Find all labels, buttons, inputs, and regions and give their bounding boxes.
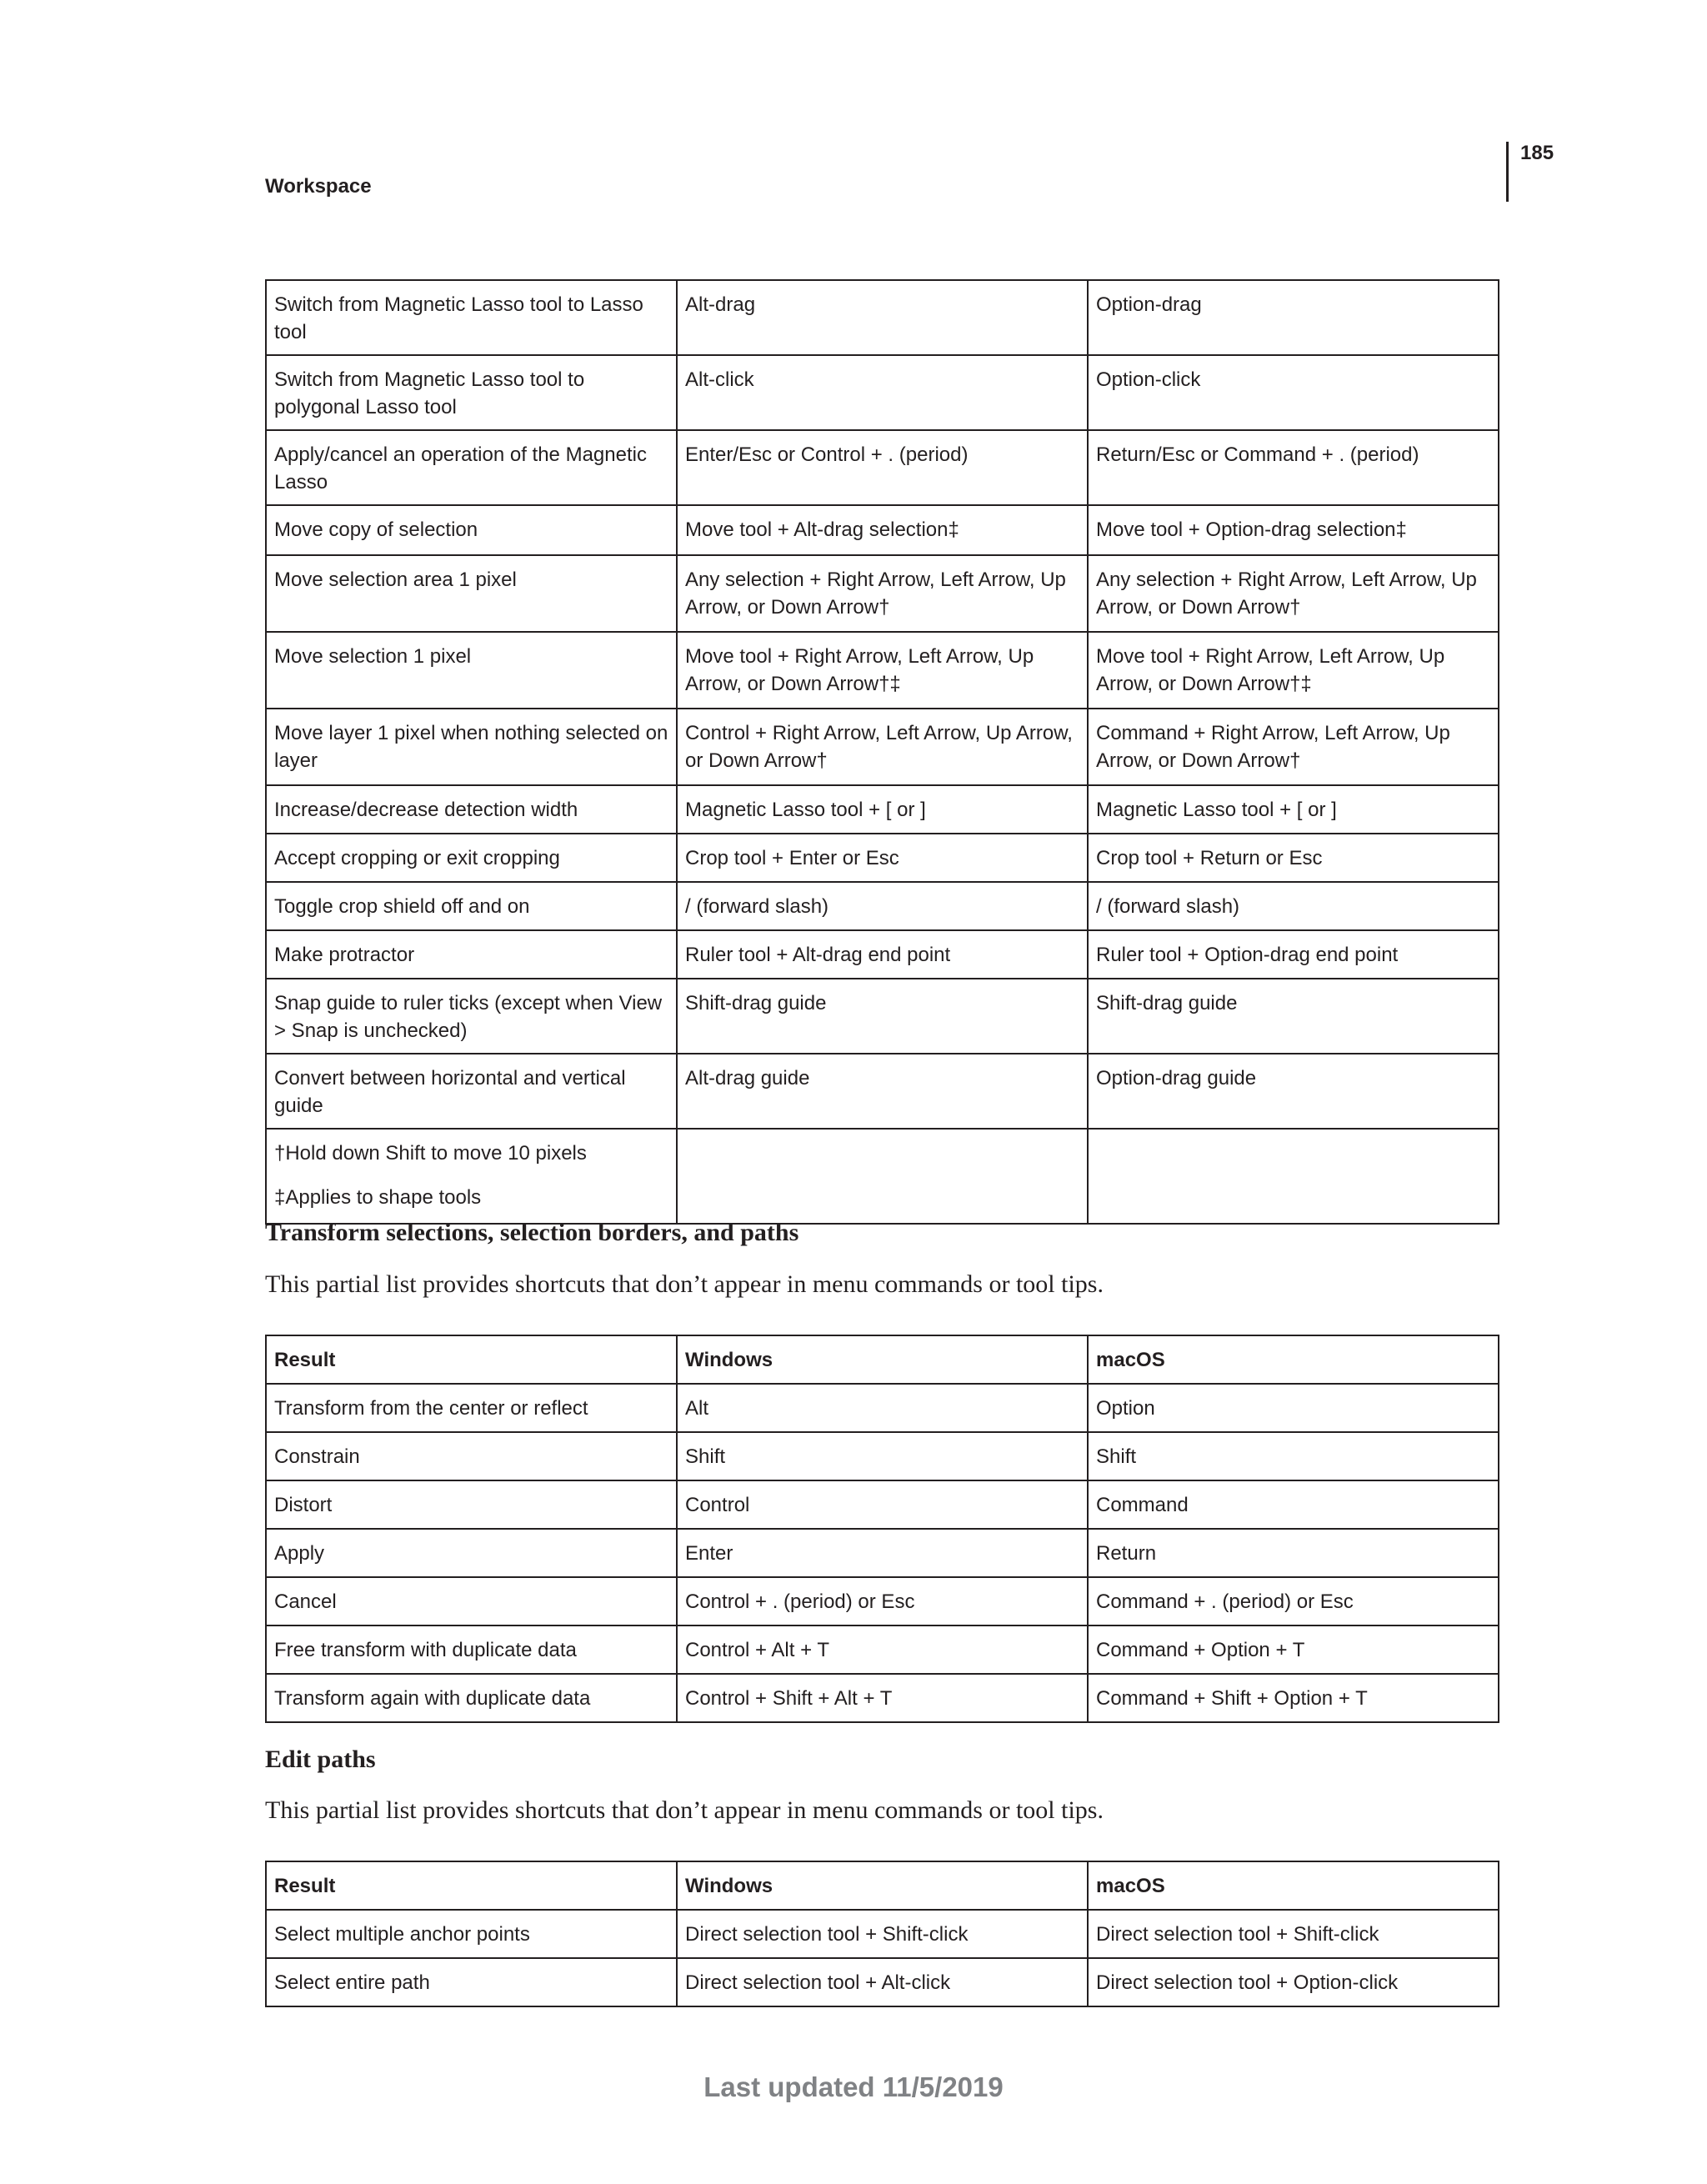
table-row (266, 1432, 1499, 1480)
table-header-row (266, 1335, 1499, 1384)
macos-cell: Command + Shift + Option + T (1088, 1674, 1499, 1722)
macos-cell: / (forward slash) (1088, 882, 1499, 930)
table-row (266, 930, 1499, 979)
windows-cell: Control + . (period) or Esc (677, 1577, 1088, 1625)
shortcut-table-edit-paths (265, 1861, 1499, 2007)
windows-cell: Alt-drag guide (677, 1054, 1088, 1129)
page-number: 185 (1520, 142, 1554, 164)
table-row (266, 979, 1499, 1054)
result-cell: Make protractor (266, 930, 677, 979)
macos-cell: Magnetic Lasso tool + [ or ] (1088, 785, 1499, 834)
macos-cell: Option (1088, 1384, 1499, 1432)
macos-cell: Shift (1088, 1432, 1499, 1480)
macos-cell: Ruler tool + Option-drag end point (1088, 930, 1499, 979)
table-row (266, 1910, 1499, 1958)
macos-cell: Command + . (period) or Esc (1088, 1577, 1499, 1625)
macos-cell: Move tool + Right Arrow, Left Arrow, Up Arrow, or Down Arrow†‡ (1088, 632, 1499, 709)
footnote-shape-tools: ‡Applies to shape tools (274, 1186, 482, 1209)
windows-cell: Alt-drag (677, 280, 1088, 355)
table-row (266, 834, 1499, 882)
windows-cell: Shift (677, 1432, 1088, 1480)
column-header-macos: macOS (1088, 1335, 1499, 1384)
macos-cell: Direct selection tool + Option-click (1088, 1958, 1499, 2006)
result-cell: Move selection area 1 pixel (266, 555, 677, 632)
column-header-result: Result (266, 1861, 677, 1910)
section-heading-edit-paths: Edit paths (265, 1746, 376, 1773)
result-cell: Toggle crop shield off and on (266, 882, 677, 930)
windows-cell: Direct selection tool + Alt-click (677, 1958, 1088, 2006)
result-cell: Move layer 1 pixel when nothing selected on layer (266, 709, 677, 785)
table-header-row (266, 1861, 1499, 1910)
footnote-shift: †Hold down Shift to move 10 pixels (274, 1142, 587, 1165)
column-header-windows: Windows (677, 1861, 1088, 1910)
result-cell: Convert between horizontal and vertical guide (266, 1054, 677, 1129)
table-row (266, 555, 1499, 632)
windows-cell: Enter/Esc or Control + . (period) (677, 430, 1088, 505)
shortcut-table-transform (265, 1335, 1499, 1723)
result-cell: Transform from the center or reflect (266, 1384, 677, 1432)
macos-cell: Direct selection tool + Shift-click (1088, 1910, 1499, 1958)
page-number-rule (1506, 142, 1509, 202)
footnote-cell (266, 1129, 677, 1224)
macos-cell: Command + Right Arrow, Left Arrow, Up Arrow, or Down Arrow† (1088, 709, 1499, 785)
windows-cell: Move tool + Right Arrow, Left Arrow, Up Arrow, or Down Arrow†‡ (677, 632, 1088, 709)
empty-cell (1088, 1129, 1499, 1224)
windows-cell: Move tool + Alt-drag selection‡ (677, 505, 1088, 555)
macos-cell: Shift-drag guide (1088, 979, 1499, 1054)
windows-cell: Control + Alt + T (677, 1625, 1088, 1674)
table-row (266, 280, 1499, 355)
table-row (266, 430, 1499, 505)
table-row (266, 1625, 1499, 1674)
table-row (266, 632, 1499, 709)
table-row (266, 505, 1499, 555)
table-row (266, 1529, 1499, 1577)
macos-cell: Command + Option + T (1088, 1625, 1499, 1674)
running-head: Workspace (265, 175, 372, 198)
table-row (266, 1054, 1499, 1129)
result-cell: Cancel (266, 1577, 677, 1625)
windows-cell: Crop tool + Enter or Esc (677, 834, 1088, 882)
windows-cell: / (forward slash) (677, 882, 1088, 930)
table-row (266, 882, 1499, 930)
column-header-result: Result (266, 1335, 677, 1384)
section-intro-transform: This partial list provides shortcuts that don’t appear in menu commands or tool tips. (265, 1270, 1104, 1298)
macos-cell: Move tool + Option-drag selection‡ (1088, 505, 1499, 555)
result-cell: Switch from Magnetic Lasso tool to polygonal Lasso tool (266, 355, 677, 430)
result-cell: Move selection 1 pixel (266, 632, 677, 709)
windows-cell: Control + Right Arrow, Left Arrow, Up Arrow, or Down Arrow† (677, 709, 1088, 785)
result-cell: Free transform with duplicate data (266, 1625, 677, 1674)
result-cell: Distort (266, 1480, 677, 1529)
windows-cell: Control (677, 1480, 1088, 1529)
table-row (266, 785, 1499, 834)
windows-cell: Control + Shift + Alt + T (677, 1674, 1088, 1722)
result-cell: Snap guide to ruler ticks (except when View > Snap is unchecked) (266, 979, 677, 1054)
windows-cell: Magnetic Lasso tool + [ or ] (677, 785, 1088, 834)
macos-cell: Return (1088, 1529, 1499, 1577)
table-row (266, 1674, 1499, 1722)
result-cell: Constrain (266, 1432, 677, 1480)
macos-cell: Command (1088, 1480, 1499, 1529)
macos-cell: Option-click (1088, 355, 1499, 430)
windows-cell: Any selection + Right Arrow, Left Arrow, Up Arrow, or Down Arrow† (677, 555, 1088, 632)
shortcut-table-selection (265, 279, 1499, 1225)
macos-cell: Return/Esc or Command + . (period) (1088, 430, 1499, 505)
result-cell: Move copy of selection (266, 505, 677, 555)
result-cell: Apply (266, 1529, 677, 1577)
result-cell: Select multiple anchor points (266, 1910, 677, 1958)
macos-cell: Any selection + Right Arrow, Left Arrow, Up Arrow, or Down Arrow† (1088, 555, 1499, 632)
macos-cell: Option-drag (1088, 280, 1499, 355)
last-updated-footer: Last updated 11/5/2019 (703, 2071, 1004, 2102)
result-cell: Increase/decrease detection width (266, 785, 677, 834)
windows-cell: Alt (677, 1384, 1088, 1432)
table-row (266, 1577, 1499, 1625)
table-row (266, 1480, 1499, 1529)
macos-cell: Crop tool + Return or Esc (1088, 834, 1499, 882)
table-row (266, 1384, 1499, 1432)
footnote-row (266, 1129, 1499, 1224)
column-header-windows: Windows (677, 1335, 1088, 1384)
macos-cell: Option-drag guide (1088, 1054, 1499, 1129)
windows-cell: Shift-drag guide (677, 979, 1088, 1054)
windows-cell: Enter (677, 1529, 1088, 1577)
section-heading-transform: Transform selections, selection borders, and paths (265, 1219, 799, 1246)
windows-cell: Direct selection tool + Shift-click (677, 1910, 1088, 1958)
result-cell: Switch from Magnetic Lasso tool to Lasso tool (266, 280, 677, 355)
result-cell: Select entire path (266, 1958, 677, 2006)
windows-cell: Alt-click (677, 355, 1088, 430)
result-cell: Accept cropping or exit cropping (266, 834, 677, 882)
table-row (266, 355, 1499, 430)
result-cell: Transform again with duplicate data (266, 1674, 677, 1722)
column-header-macos: macOS (1088, 1861, 1499, 1910)
table-row (266, 1958, 1499, 2006)
empty-cell (677, 1129, 1088, 1224)
result-cell: Apply/cancel an operation of the Magnetic Lasso (266, 430, 677, 505)
table-row (266, 709, 1499, 785)
windows-cell: Ruler tool + Alt-drag end point (677, 930, 1088, 979)
section-intro-edit-paths: This partial list provides shortcuts that don’t appear in menu commands or tool tips. (265, 1796, 1104, 1824)
